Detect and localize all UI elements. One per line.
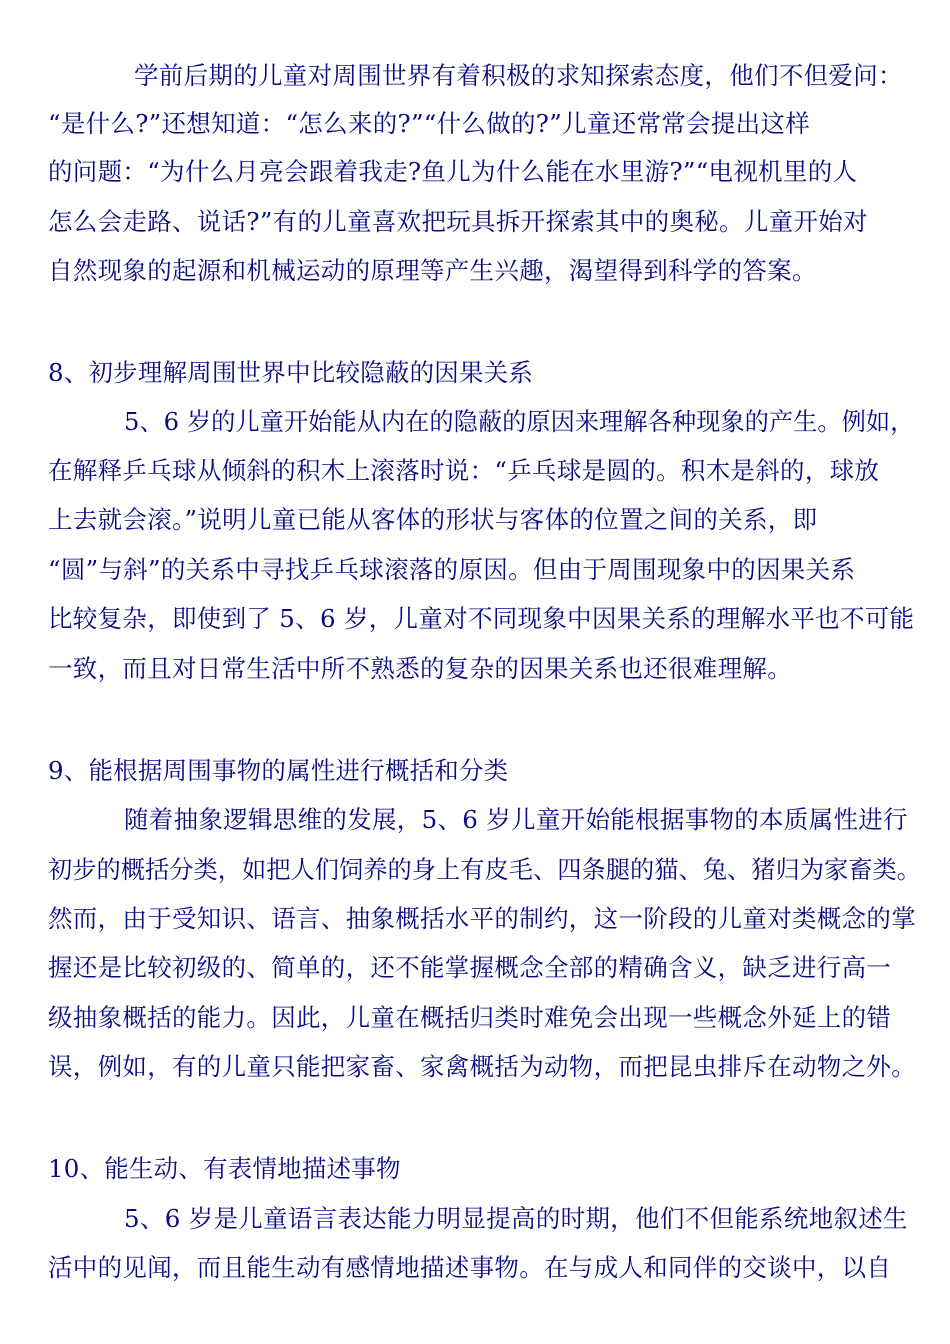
paragraph-line: 的问题：“为什么月亮会跟着我走?鱼儿为什么能在水里游?”“电视机里的人 (48, 157, 858, 186)
paragraph-line: 5、6 岁的儿童开始能从内在的隐蔽的原因来理解各种现象的产生。例如， (124, 407, 915, 436)
section-heading: 8、初步理解周围世界中比较隐蔽的因果关系 (48, 358, 534, 387)
section-heading: 10、能生动、有表情地描述事物 (48, 1154, 401, 1183)
paragraph-line: 级抽象概括的能力。因此，儿童在概括归类时难免会出现一些概念外延上的错 (48, 1003, 892, 1032)
paragraph-line: 活中的见闻，而且能生动有感情地描述事物。在与成人和同伴的交谈中，以自 (48, 1253, 892, 1282)
paragraph-line: 在解释乒乓球从倾斜的积木上滚落时说：“乒乓球是圆的。积木是斜的，球放 (48, 456, 880, 485)
paragraph-line: 误，例如，有的儿童只能把家畜、家禽概括为动物，而把昆虫排斥在动物之外。 (48, 1052, 916, 1081)
paragraph-line: 一致，而且对日常生活中所不熟悉的复杂的因果关系也还很难理解。 (48, 654, 792, 683)
paragraph-line: 初步的概括分类，如把人们饲养的身上有皮毛、四条腿的猫、兔、猪归为家畜类。 (48, 855, 922, 884)
paragraph-line: 随着抽象逻辑思维的发展，5、6 岁儿童开始能根据事物的本质属性进行 (124, 805, 908, 834)
paragraph-line: 5、6 岁是儿童语言表达能力明显提高的时期，他们不但能系统地叙述生 (124, 1204, 908, 1233)
paragraph-line: 比较复杂，即使到了 5、6 岁，儿童对不同现象中因果关系的理解水平也不可能 (48, 604, 915, 633)
paragraph-line: “是什么?”还想知道：“怎么来的?”“什么做的?”儿童还常常会提出这样 (48, 109, 811, 138)
paragraph-line: 学前后期的儿童对周围世界有着积极的求知探索态度，他们不但爱问： (134, 61, 903, 90)
paragraph-line: 握还是比较初级的、简单的，还不能掌握概念全部的精确含义，缺乏进行高一 (48, 953, 892, 982)
paragraph-line: 怎么会走路、说话?”有的儿童喜欢把玩具拆开探索其中的奥秘。儿童开始对 (48, 207, 868, 236)
paragraph-line: 然而，由于受知识、语言、抽象概括水平的制约，这一阶段的儿童对类概念的掌 (48, 904, 916, 933)
section-heading: 9、能根据周围事物的属性进行概括和分类 (48, 756, 509, 785)
paragraph-line: 上去就会滚。”说明儿童已能从客体的形状与客体的位置之间的关系，即 (48, 505, 818, 534)
paragraph-line: 自然现象的起源和机械运动的原理等产生兴趣，渴望得到科学的答案。 (48, 256, 817, 285)
paragraph-line: “圆”与斜”的关系中寻找乒乓球滚落的原因。但由于周围现象中的因果关系 (48, 555, 856, 584)
